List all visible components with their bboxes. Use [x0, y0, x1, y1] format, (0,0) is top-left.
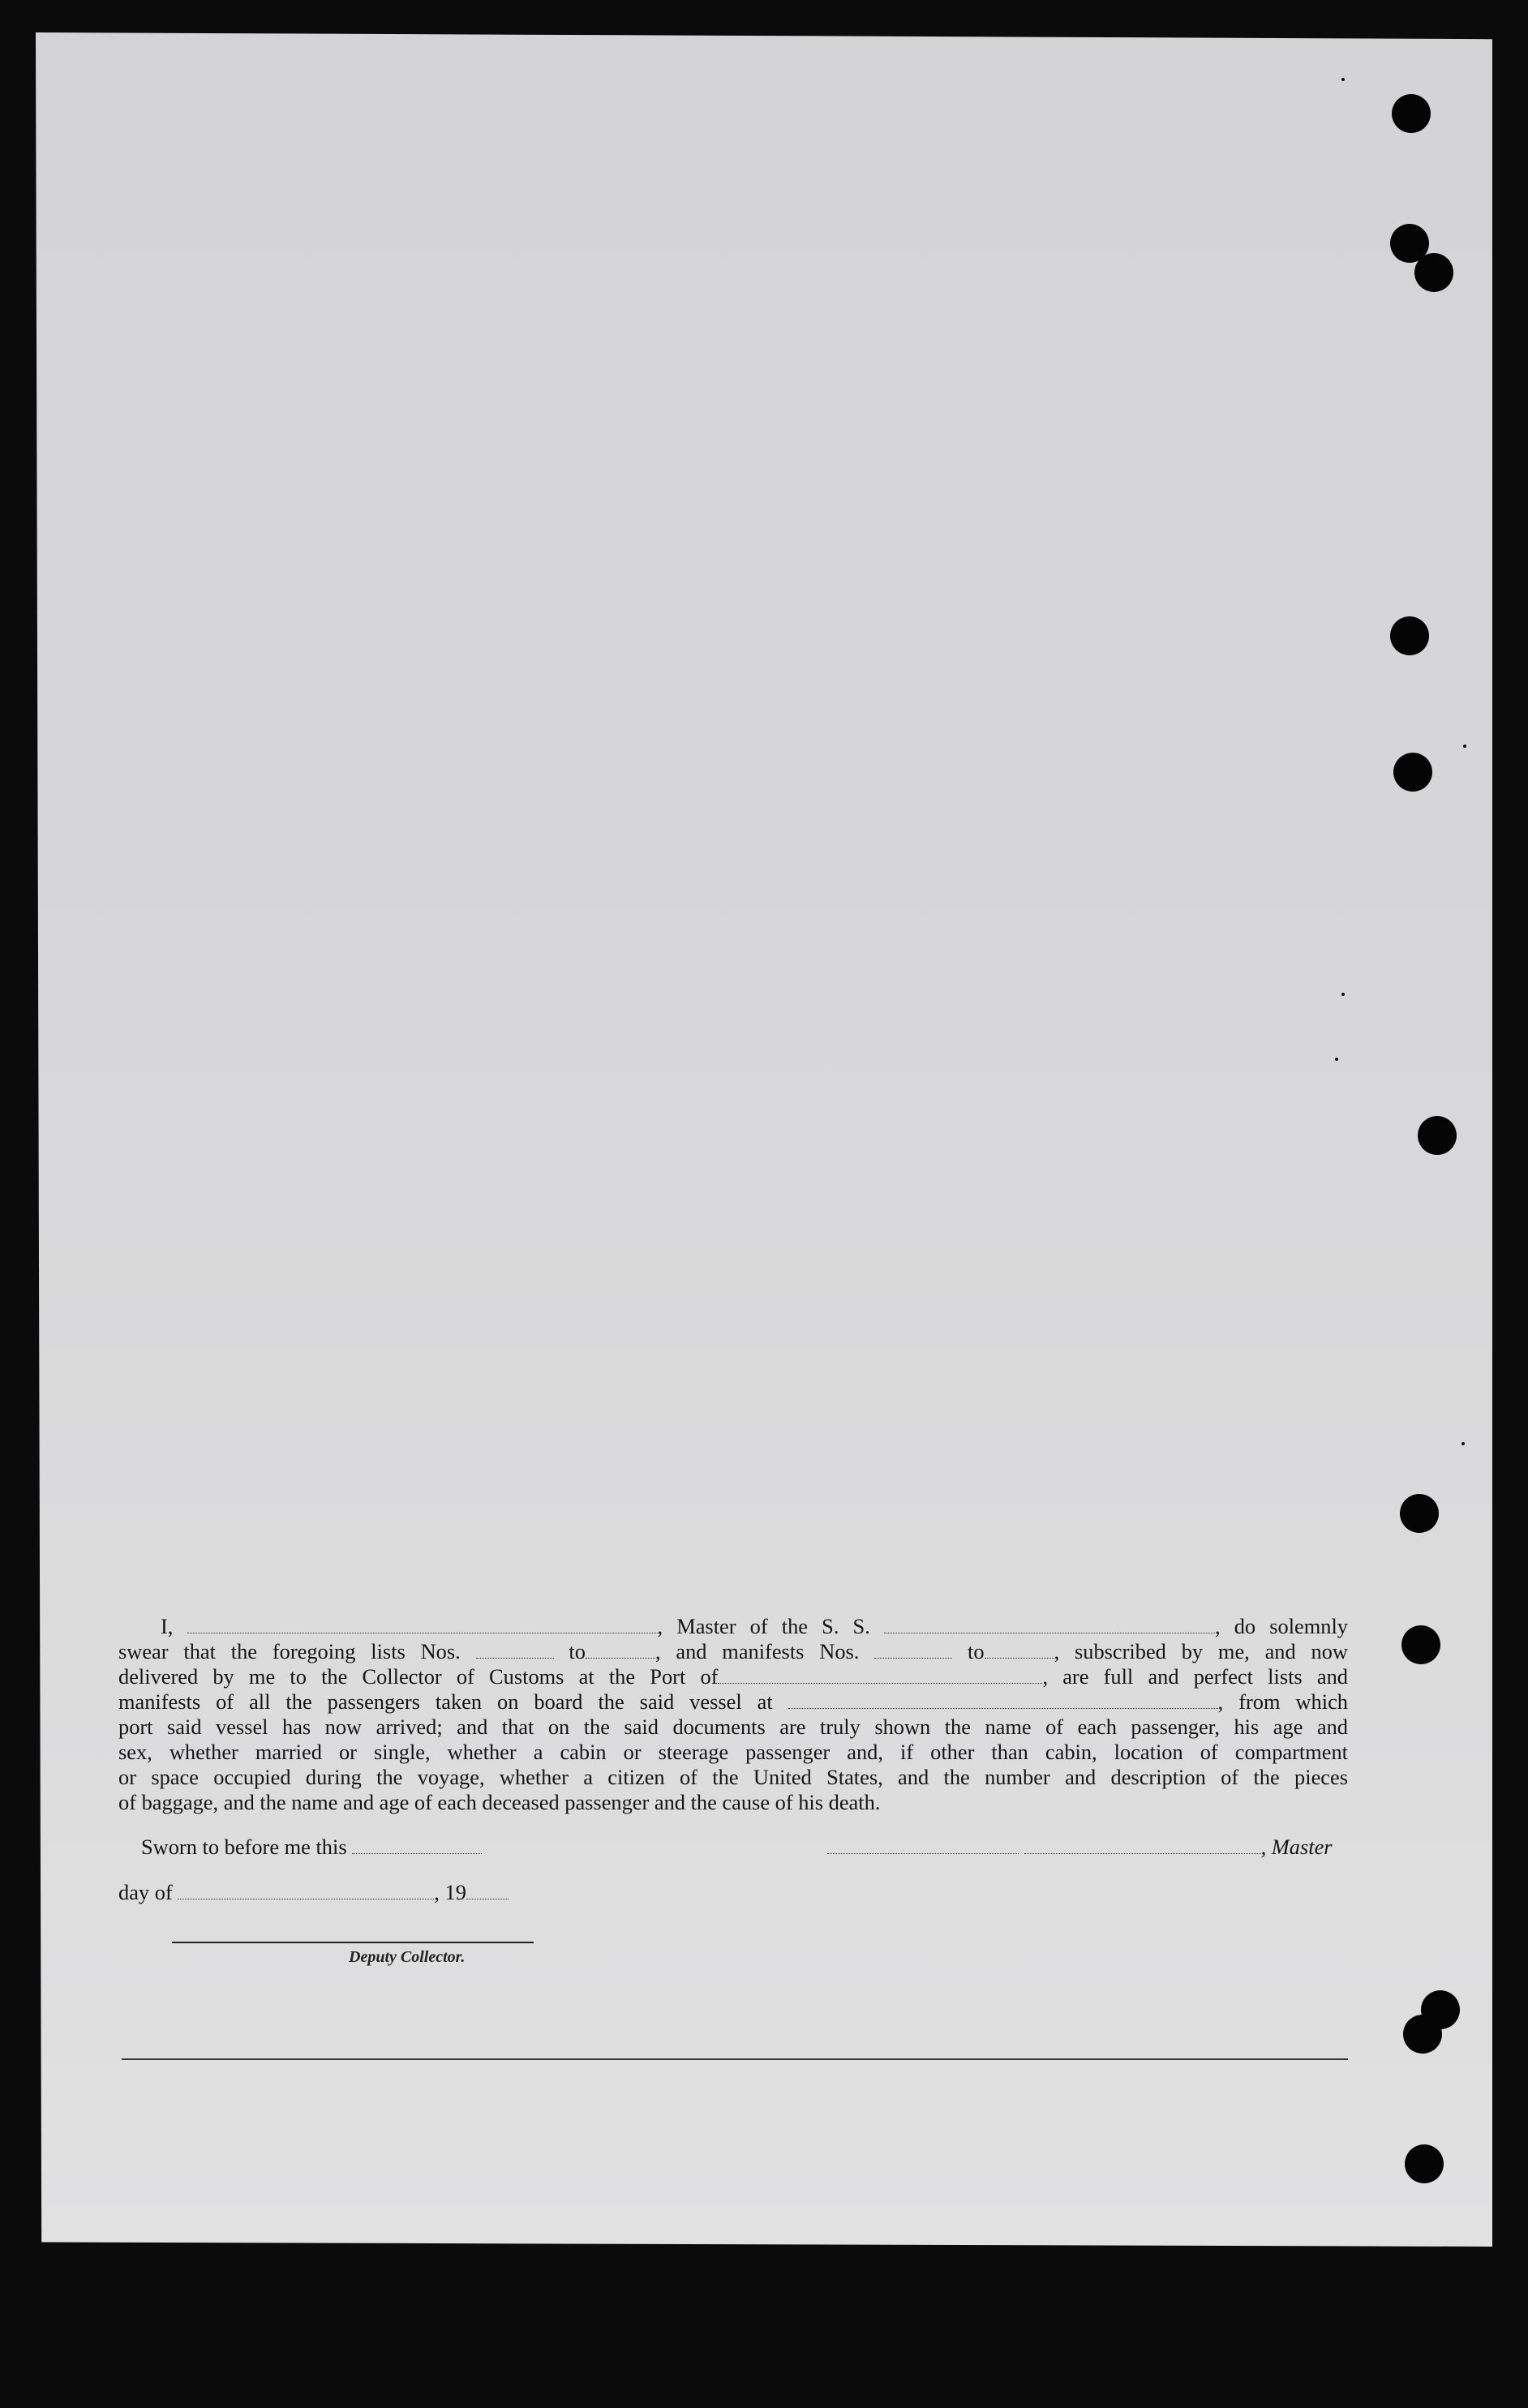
manifest-page	[36, 32, 1492, 2247]
master-label: , Master	[1260, 1835, 1333, 1859]
oath-line-4	[118, 1689, 1348, 1715]
day-of-label: day of	[118, 1880, 173, 1904]
oath-text: , do solemnly	[1214, 1614, 1348, 1638]
bottom-divider	[122, 2058, 1348, 2060]
deputy-signature-line	[172, 1942, 534, 1943]
oath-text: manifests of all the passengers taken on board the said vessel at	[118, 1689, 773, 1714]
sworn-label: Sworn to before me this	[141, 1835, 347, 1859]
ink-speck	[1341, 78, 1345, 81]
oath-line-3	[118, 1664, 1348, 1689]
punch-hole	[1401, 1625, 1440, 1664]
punch-hole	[1403, 2015, 1442, 2054]
punch-hole	[1400, 1494, 1439, 1533]
year-blank	[466, 1882, 509, 1899]
deputy-collector-label: Deputy Collector.	[349, 1948, 466, 1966]
master-signature-blank-2	[1024, 1837, 1261, 1854]
master-signature-row	[827, 1835, 1333, 1860]
ink-speck	[1461, 1442, 1465, 1445]
vessel-name-blank	[884, 1616, 1215, 1633]
punch-hole	[1390, 616, 1429, 655]
oath-text: to	[968, 1639, 985, 1663]
master-oath-paragraph	[118, 1614, 1348, 1815]
oath-text: , from which	[1217, 1689, 1348, 1714]
oath-text: delivered by me to the Collector of Customs at the Port of	[118, 1664, 719, 1689]
oath-line-7: or space occupied during the voyage, whether a citizen of the United States, and the number and description of the pieces	[118, 1765, 1348, 1789]
oath-text: , subscribed by me, and now	[1054, 1639, 1348, 1663]
oath-line-1	[118, 1614, 1348, 1639]
sworn-day-blank	[352, 1837, 482, 1854]
oath-text: swear that the foregoing lists Nos.	[118, 1639, 461, 1663]
port-blank	[718, 1667, 1042, 1684]
sworn-before-row	[141, 1835, 482, 1860]
oath-text: I,	[161, 1614, 174, 1638]
day-of-row	[118, 1880, 509, 1905]
oath-text: to	[569, 1639, 586, 1663]
punch-hole	[1414, 253, 1453, 292]
ink-speck	[1341, 993, 1345, 996]
punch-hole	[1392, 94, 1431, 133]
ink-speck	[1463, 745, 1466, 748]
oath-line-8: of baggage, and the name and age of each deceased passenger and the cause of his death.	[118, 1790, 881, 1814]
year-prefix: , 19	[434, 1880, 466, 1904]
lists-from-blank	[476, 1642, 554, 1659]
oath-line-6: sex, whether married or single, whether a cabin or steerage passenger and, if other than cabin, location of compartment	[118, 1740, 1348, 1764]
oath-text: , and manifests Nos.	[655, 1639, 860, 1663]
lists-to-blank	[586, 1642, 655, 1659]
master-signature-blank-1	[827, 1837, 1019, 1854]
oath-text: , Master of the S. S.	[657, 1614, 870, 1638]
oath-line-5: port said vessel has now arrived; and that on the said documents are truly shown the name of each passenger, his age and	[118, 1715, 1348, 1739]
master-name-blank	[187, 1616, 658, 1633]
punch-hole	[1393, 753, 1432, 792]
departure-port-blank	[788, 1692, 1218, 1709]
ink-speck	[1335, 1058, 1338, 1061]
manifests-from-blank	[874, 1642, 952, 1659]
oath-text: , are full and perfect lists and	[1042, 1664, 1348, 1689]
manifests-to-blank	[985, 1642, 1054, 1659]
oath-line-2	[118, 1639, 1348, 1664]
punch-hole	[1405, 2144, 1444, 2183]
punch-hole	[1418, 1116, 1457, 1155]
month-blank	[178, 1882, 434, 1899]
